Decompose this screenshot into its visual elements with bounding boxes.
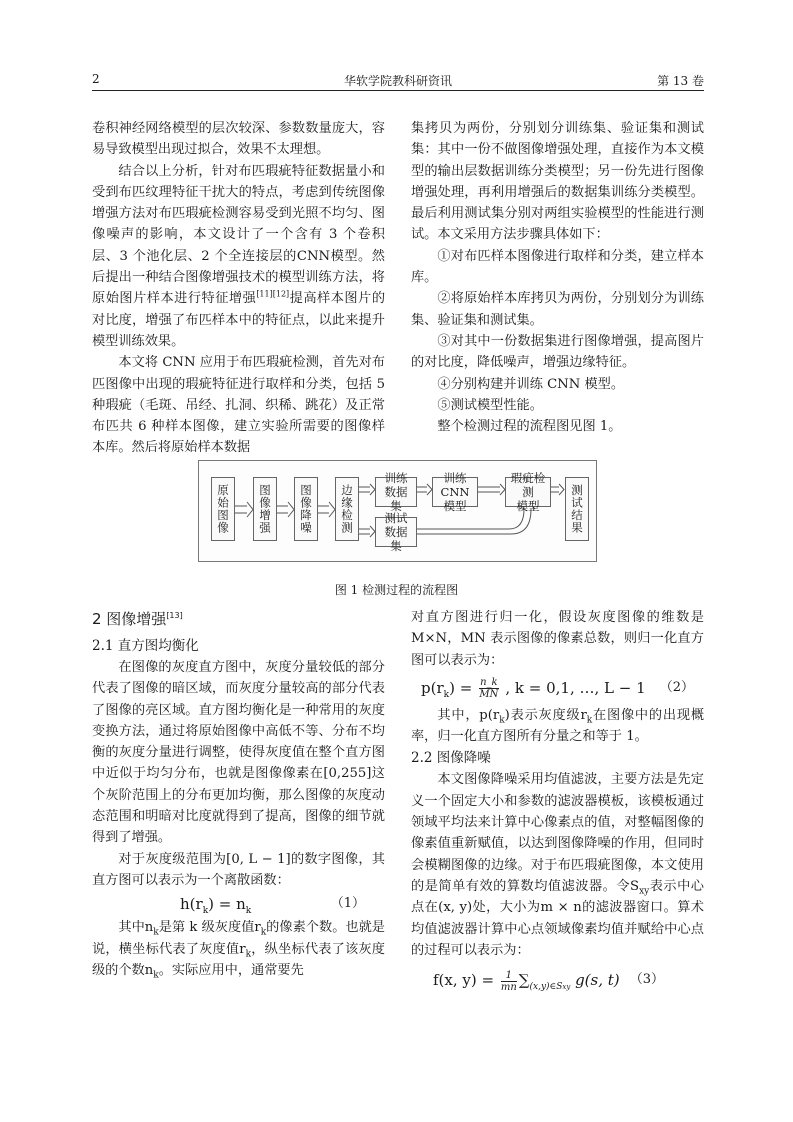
step-item: ②将原始样本库拷贝为两份，分别划分为训练集、验证集和测试集。 [411, 291, 704, 328]
paragraph: 在图像的灰度直方图中，灰度分量较低的部分代表了图像的暗区域，而灰度分量较高的部分代表了图像的亮区域。直方图均衡化是一种常用的灰度变换方法，通过将原始图像中高低不等、分布不均衡的灰度分量进行调整，使得灰度值在整个直方图中近似于均匀分布，也就是图像像素在[0,255]这个灰阶范围上的分布更加均衡，那么图像的灰度动态范围和明暗对比度就得到了提高，图像的细节就得到了增强。 [92, 660, 385, 846]
equation-expression [433, 967, 620, 993]
eq-subscript: k [443, 689, 450, 700]
volume-label: 第 13 卷 [657, 74, 704, 88]
subscript: xy [639, 886, 650, 897]
box-label: 模型 [516, 499, 540, 513]
box-edge-detect: 边缘检测 [335, 477, 359, 541]
paragraph-text: 其中n [118, 920, 154, 936]
citation: [11][12] [256, 289, 290, 299]
paragraph: 对于灰度级范围为[0, L − 1]的数字图像，其直方图可以表示为一个离散函数： [92, 851, 385, 888]
step-item: ⑤测试模型性能。 [437, 397, 543, 413]
paragraph-text: ，纵坐标代表了该灰度级的个数n [92, 941, 385, 978]
paragraph: 整个检测过程的流程图见图 1。 [437, 419, 622, 435]
subsection-heading: 2.2 图像降噪 [411, 750, 491, 767]
paragraph-text: 结合以上分析，针对布匹瑕疵特征数据量小和受到布匹纹理特征干扰大的特点，考虑到传统图像增强方法对布匹瑕疵检测容易受到光照不均匀、图像噪声的影响，本文设计了一个含有 3 个卷积层、3 个池化层、2 个全连接层的CNN模型。然后提出一种结合图像增强技术的模型训练方法，将原始图片样本进行特征增强 [92, 163, 385, 307]
paragraph-text: 在图像中的出现概率，归一化直方图所有分量之和等于 1。 [411, 707, 705, 745]
box-defect-detect-model [505, 471, 551, 513]
citation: [13] [166, 611, 183, 620]
paragraph-text: 是第 k 级灰度值r [158, 920, 261, 936]
subscript: k [153, 970, 159, 981]
figure-caption: 图 1 检测过程的流程图 [334, 583, 459, 597]
equation-number: （3） [629, 972, 664, 988]
eq-text: ) = [449, 678, 473, 697]
flowchart-figure [198, 460, 597, 562]
eq-text: g(s, t) [575, 971, 620, 990]
paragraph-text: 其中，p(r [437, 707, 500, 723]
paragraph-text: 本文图像降噪采用均值滤波，主要方法是先定义一个固定大小和参数的滤波器模板，该模板通过领域平均法来计算中心像素点的值，对整幅图像的像素值重新赋值，以达到图像降噪的作用，但同时会模糊图像的边缘。对于布匹瑕疵图像，本文使用的是简单有效的算数均值滤波器。令S [411, 772, 704, 894]
eq-subscript: (x,y)∈S [529, 982, 563, 993]
arrow-icon [235, 502, 253, 517]
equation-2 [411, 675, 704, 701]
paragraph-text: 提高样本图片的对比度，增强了布匹样本中的特征点，以此来提升模型训练效果。 [92, 291, 386, 349]
box-label: 模型 [443, 499, 467, 513]
eq-text: f(x, y) = [433, 971, 495, 990]
box-label: 训练CNN [440, 471, 470, 499]
box-test-result: 测试结果 [565, 477, 589, 541]
box-train-dataset: 训练数据集 [375, 477, 417, 507]
journal-title: 华软学院教科研资讯 [343, 74, 452, 88]
section-heading [92, 607, 385, 631]
sum-symbol: ∑ [518, 971, 530, 990]
subscript: k [260, 927, 267, 938]
paragraph [411, 769, 704, 961]
eq-text: ) = n [208, 895, 246, 914]
left-column-top [92, 118, 385, 459]
equation-number: （2） [659, 679, 694, 695]
section-title: 2 图像增强 [92, 610, 167, 628]
step-item: ③对其中一份数据集进行图像增强，提高图片的对比度，降低噪声，增强边缘特征。 [411, 333, 704, 371]
box-test-dataset: 测试数据集 [375, 517, 417, 547]
left-column-bottom [92, 607, 385, 981]
step-item: ④分别构建并训练 CNN 模型。 [437, 376, 625, 392]
subsection-heading: 2.1 直方图均衡化 [92, 638, 199, 654]
arrow-icon [276, 502, 294, 517]
equation-3 [411, 967, 704, 993]
paragraph-text: 表示中心点在(x, y)处，大小为m × n的滤波器窗口。算术均值滤波器计算中心点领域像素均值并赋给中心点的过程可以表示为： [411, 878, 704, 958]
paragraph: 卷积神经网络模型的层次较深、参数数量庞大，容易导致模型出现过拟合，效果不太理想。 [92, 121, 385, 158]
paragraph-text: 。实际应用中，通常要先 [158, 962, 304, 978]
sum-subscript [530, 982, 571, 992]
subscript: k [245, 949, 252, 960]
paragraph-text: 的像素个数。也就是说，横坐标代表了灰度值r [92, 920, 385, 957]
box-train-cnn [432, 471, 478, 513]
paragraph [411, 705, 704, 748]
eq-subscript: k [202, 906, 209, 917]
box-original-image: 原始图像 [211, 477, 235, 541]
eq-subscript: k [245, 906, 252, 917]
box-image-enhance: 图像增强 [253, 477, 277, 541]
fraction [501, 970, 517, 993]
arrow-icon [317, 502, 335, 517]
eq-text: h(r [180, 895, 203, 914]
subscript: k [153, 927, 159, 938]
subscript: k [499, 715, 505, 726]
arrow-icon [551, 484, 564, 495]
numerator: 1 [501, 970, 517, 982]
numerator: n_k [480, 677, 498, 689]
subscript: k [586, 715, 593, 726]
eq-subscript: xy [562, 983, 571, 992]
box-label: 瑕疵检测 [510, 471, 546, 499]
arrow-icon [358, 526, 375, 537]
equation-expression [180, 891, 251, 917]
paragraph [92, 917, 385, 981]
arrow-icon [417, 484, 432, 495]
running-header [92, 72, 704, 91]
eq-text: p(r [421, 678, 444, 697]
denominator: mn [500, 981, 517, 993]
fraction [479, 677, 499, 700]
arrow-icon [358, 484, 375, 495]
equation-expression [421, 675, 646, 701]
equation-1 [92, 891, 385, 917]
box-image-denoise: 图像降噪 [294, 477, 318, 541]
eq-text: , k = 0,1, …, L − 1 [505, 678, 646, 697]
right-column-top [411, 118, 704, 437]
arrow-icon [477, 484, 505, 495]
paragraph [92, 161, 385, 353]
page-number: 2 [92, 72, 100, 86]
equation-number: （1） [330, 896, 365, 912]
step-item: ①对布匹样本图像进行取样和分类，建立样本库。 [411, 248, 704, 286]
paragraph: 本文将 CNN 应用于布匹瑕疵检测，首先对布匹图像中出现的瑕疵特征进行取样和分类，包括 5 种瑕疵（毛斑、吊经、扎洞、织稀、跳花）及正常布匹共 6 种样本图像，建立实验所需要的图像样本库。然后将原始样本数据 [92, 355, 385, 456]
denominator: MN [479, 689, 499, 701]
paragraph-text: )表示灰度级r [504, 707, 587, 723]
right-column-bottom [411, 607, 704, 993]
paragraph: 对直方图进行归一化，假设灰度图像的维数是M×N，MN 表示图像的像素总数，则归一化直方图可以表示为： [411, 610, 704, 668]
paragraph: 集拷贝为两份，分别划分训练集、验证集和测试集：其中一份不做图像增强处理，直接作为本文模型的输出层数据训练分类模型；另一份先进行图像增强处理，再利用增强后的数据集训练分类模型。最后利用测试集分别对两组实验模型的性能进行测试。本文采用方法步骤具体如下： [411, 121, 704, 243]
